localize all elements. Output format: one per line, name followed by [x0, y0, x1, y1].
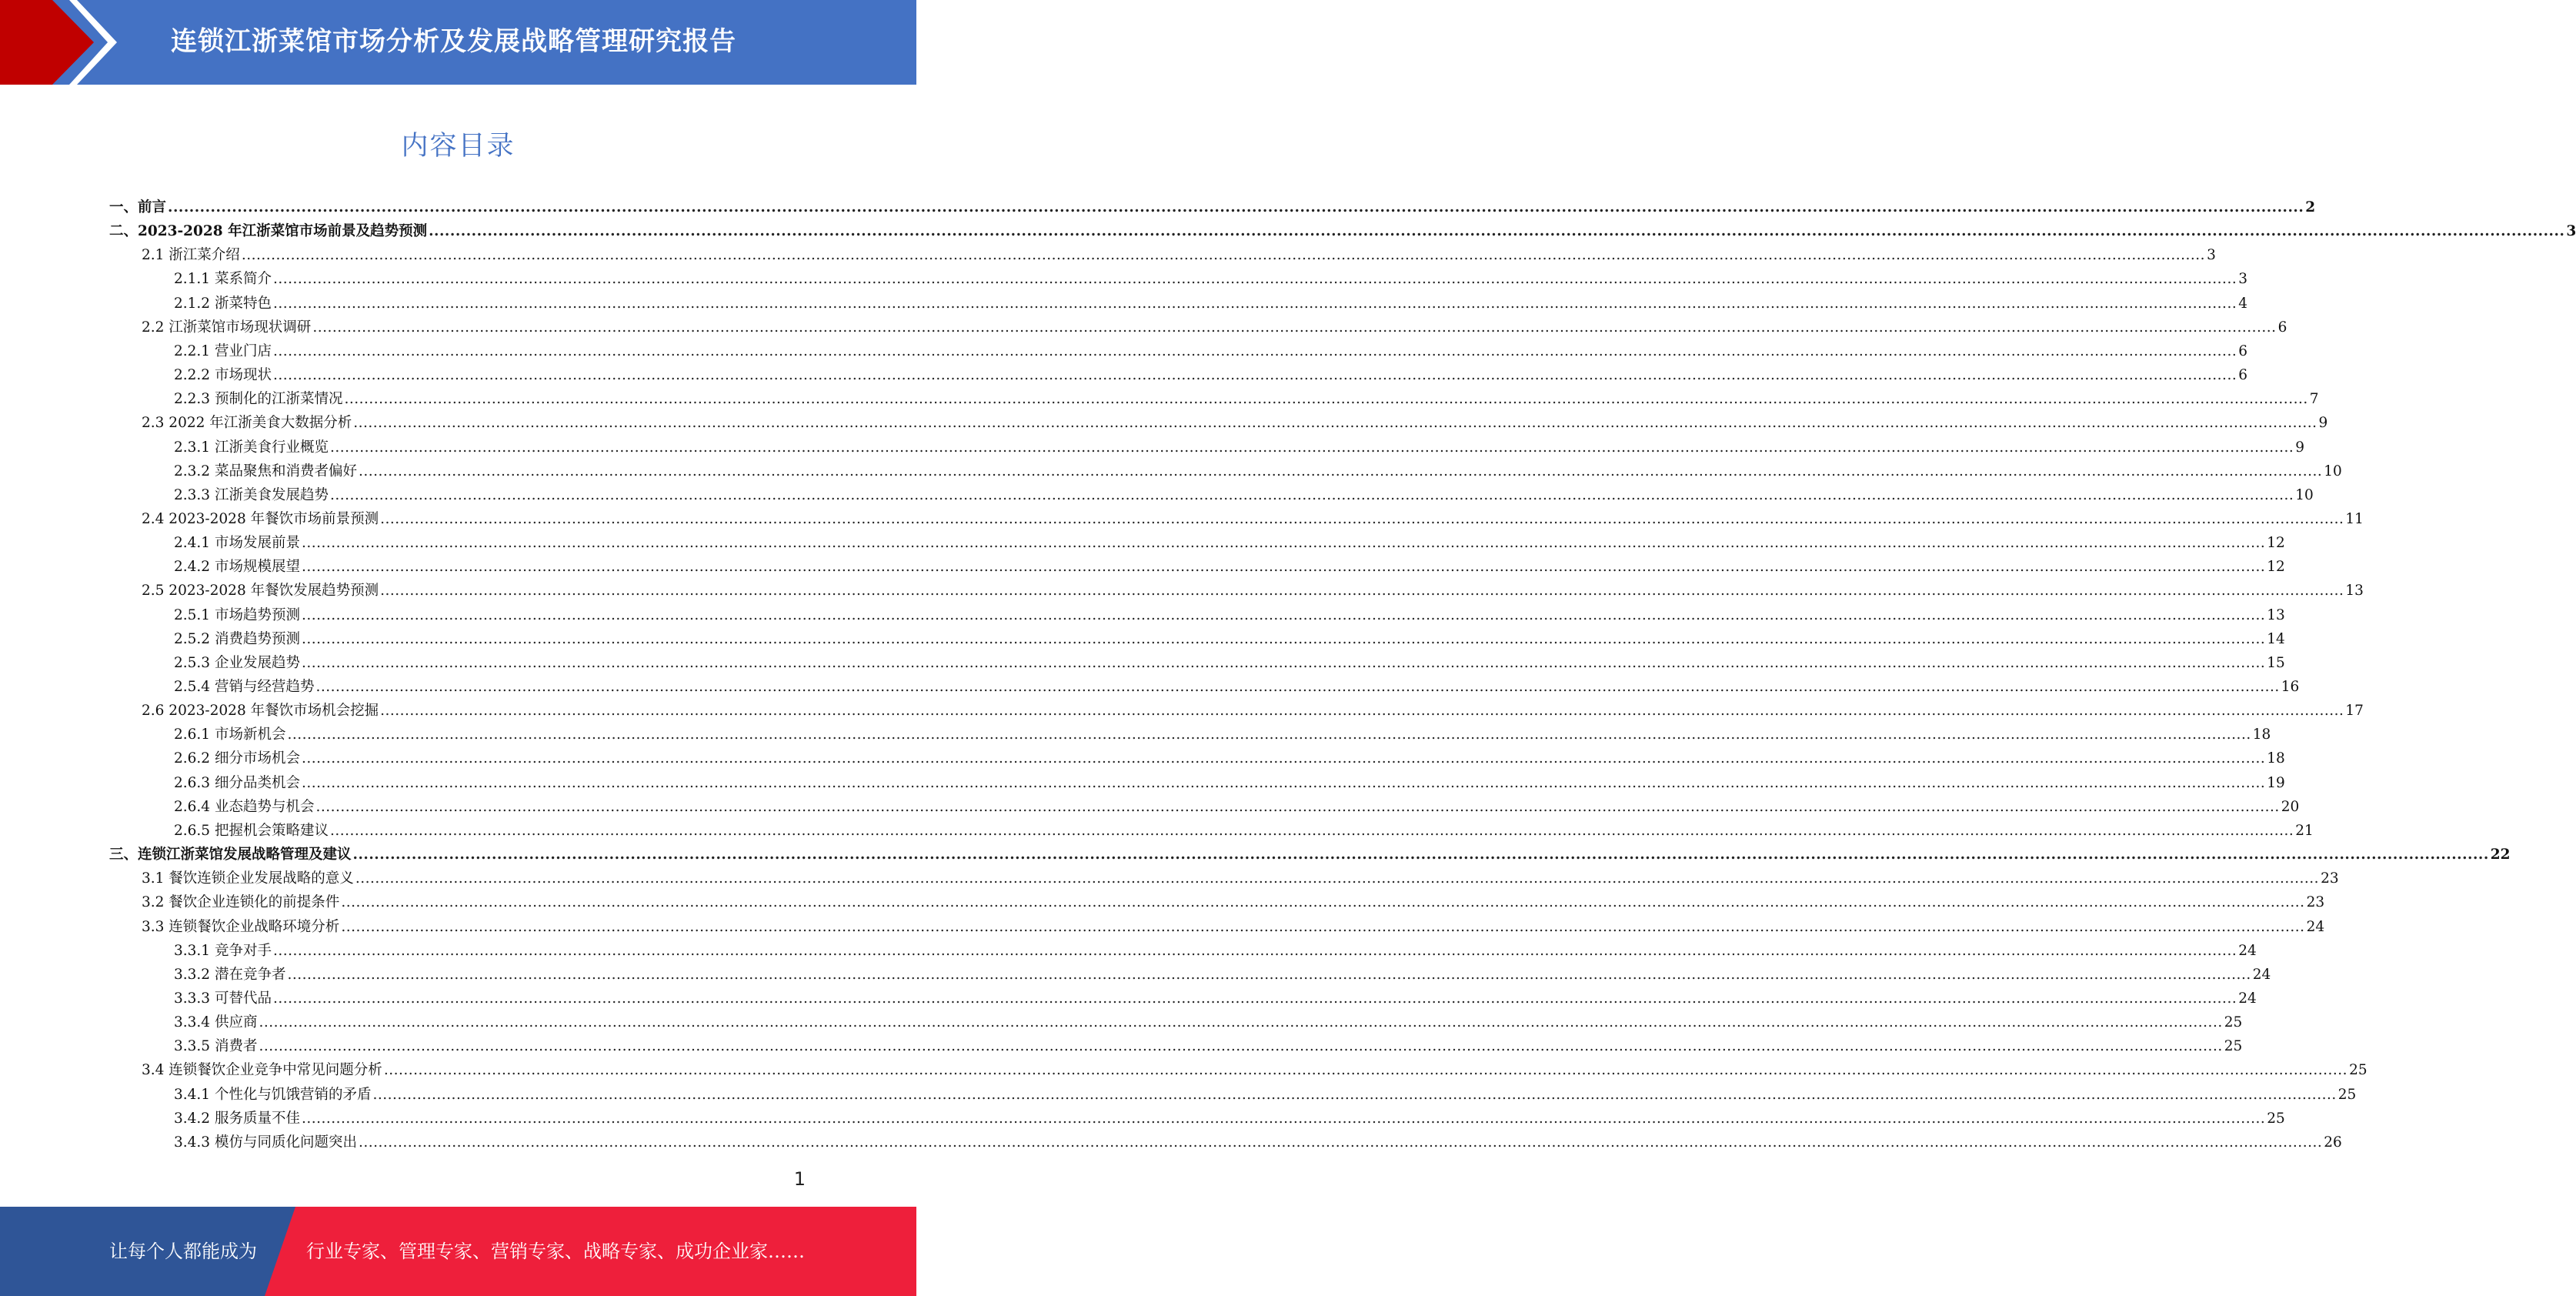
- toc-entry-page: 12: [2267, 535, 2285, 552]
- toc-entry[interactable]: [142, 410, 2328, 432]
- toc-leader-dots: ................................................................................................................................................................................................................................................................................................................................................................................................................: [272, 271, 2237, 288]
- toc-entry-page: 7: [2309, 391, 2319, 408]
- toc-leader-dots: ................................................................................................................................................................................................................................................................................................................................................................................................................: [315, 679, 2280, 695]
- toc-entry[interactable]: [174, 483, 2314, 504]
- toc-leader-dots: ................................................................................................................................................................................................................................................................................................................................................................................................................: [312, 319, 2277, 336]
- toc-entry-page: 4: [2238, 295, 2247, 312]
- toc-entry-label: 3.3.3 可替代品: [174, 990, 272, 1007]
- toc-entry-label: 2.5.3 企业发展趋势: [174, 654, 300, 671]
- report-title: 连锁江浙菜馆市场分析及发展战略管理研究报告: [171, 26, 736, 57]
- toc-entry-label: 2.1.1 菜系简介: [174, 271, 272, 288]
- toc-entry[interactable]: [174, 266, 2247, 288]
- toc-entry-page: 11: [2345, 510, 2364, 527]
- toc-entry-page: 12: [2267, 559, 2285, 576]
- toc-entry[interactable]: [174, 435, 2304, 456]
- toc-entry[interactable]: [142, 914, 2325, 936]
- toc-entry-label: 3.1 餐饮连锁企业发展战略的意义: [142, 870, 354, 887]
- toc-entry-label: 2.5.2 消费趋势预测: [174, 630, 300, 647]
- toc-leader-dots: ................................................................................................................................................................................................................................................................................................................................................................................................................: [315, 798, 2280, 815]
- toc-leader-dots: ................................................................................................................................................................................................................................................................................................................................................................................................................: [287, 726, 2251, 743]
- toc-entry-page: 17: [2345, 703, 2364, 720]
- toc-entry-label: 2.4.1 市场发展前景: [174, 535, 300, 552]
- toc-entry-page: 23: [2306, 894, 2325, 911]
- toc-entry[interactable]: [174, 938, 2257, 960]
- toc-entry[interactable]: [109, 219, 2576, 240]
- toc-entry-label: 2.1.2 浙菜特色: [174, 295, 272, 312]
- toc-leader-dots: ................................................................................................................................................................................................................................................................................................................................................................................................................: [301, 606, 2266, 623]
- toc-entry-label: 2.6.1 市场新机会: [174, 726, 286, 743]
- toc-entry-page: 10: [2324, 463, 2342, 479]
- toc-entry[interactable]: [174, 1130, 2342, 1151]
- toc-entry[interactable]: [142, 506, 2364, 528]
- toc-entry-label: 3.3.4 供应商: [174, 1014, 258, 1031]
- toc-leader-dots: ................................................................................................................................................................................................................................................................................................................................................................................................................: [259, 1014, 2223, 1031]
- toc-entry-label: 2.3 2022 年江浙美食大数据分析: [142, 415, 352, 432]
- toc-leader-dots: ................................................................................................................................................................................................................................................................................................................................................................................................................: [358, 1134, 2323, 1151]
- toc-entry-page: 25: [2224, 1038, 2243, 1055]
- toc-leader-dots: ................................................................................................................................................................................................................................................................................................................................................................................................................: [358, 463, 2323, 479]
- toc-entry-label: 3.4.1 个性化与饥饿营销的矛盾: [174, 1086, 372, 1103]
- toc-entry[interactable]: [174, 770, 2285, 792]
- toc-leader-dots: ................................................................................................................................................................................................................................................................................................................................................................................................................: [329, 439, 2294, 456]
- toc-entry-page: 24: [2238, 942, 2257, 959]
- toc-leader-dots: ................................................................................................................................................................................................................................................................................................................................................................................................................: [352, 847, 2489, 863]
- toc-entry[interactable]: [142, 242, 2216, 264]
- toc-entry-page: 13: [2267, 606, 2285, 623]
- toc-leader-dots: ................................................................................................................................................................................................................................................................................................................................................................................................................: [341, 918, 2305, 935]
- toc-entry-label: 二、2023-2028 年江浙菜馆市场前景及趋势预测: [109, 223, 428, 240]
- toc-entry[interactable]: [174, 818, 2314, 840]
- toc-entry[interactable]: [174, 674, 2300, 696]
- toc-entry[interactable]: [174, 386, 2319, 408]
- toc-entry-label: 3.3.5 消费者: [174, 1038, 258, 1055]
- toc-entry-label: 2.6.3 细分品类机会: [174, 774, 300, 791]
- toc-entry[interactable]: [174, 722, 2271, 743]
- toc-entry-page: 15: [2267, 654, 2285, 671]
- toc-entry[interactable]: [142, 1057, 2367, 1079]
- toc-entry-page: 9: [2318, 415, 2328, 432]
- toc-leader-dots: ................................................................................................................................................................................................................................................................................................................................................................................................................: [429, 223, 2565, 240]
- toc-entry-page: 6: [2277, 319, 2287, 336]
- toc-entry-label: 三、连锁江浙菜馆发展战略管理及建议: [109, 847, 352, 863]
- toc-entry-label: 2.5.1 市场趋势预测: [174, 606, 300, 623]
- toc-leader-dots: ................................................................................................................................................................................................................................................................................................................................................................................................................: [383, 1062, 2348, 1079]
- toc-entry[interactable]: [174, 626, 2285, 648]
- toc-entry-label: 3.4.3 模仿与同质化问题突出: [174, 1134, 357, 1151]
- toc-entry[interactable]: [174, 962, 2271, 984]
- toc-entry-label: 2.1 浙江菜介绍: [142, 247, 240, 264]
- footer-banner: [0, 1207, 916, 1296]
- toc-entry[interactable]: [174, 650, 2285, 672]
- toc-leader-dots: ................................................................................................................................................................................................................................................................................................................................................................................................................: [301, 654, 2266, 671]
- toc-entry-page: 24: [2252, 966, 2271, 983]
- toc-entry-page: 18: [2252, 726, 2271, 743]
- toc-leader-dots: ................................................................................................................................................................................................................................................................................................................................................................................................................: [272, 990, 2237, 1007]
- toc-leader-dots: ................................................................................................................................................................................................................................................................................................................................................................................................................: [301, 774, 2266, 791]
- toc-leader-dots: ................................................................................................................................................................................................................................................................................................................................................................................................................: [272, 942, 2237, 959]
- footer-slogan-right: 行业专家、管理专家、营销专家、战略专家、成功企业家……: [306, 1241, 805, 1262]
- toc-entry-page: 20: [2281, 798, 2300, 815]
- toc-entry-page: 25: [2349, 1062, 2367, 1079]
- toc-entry[interactable]: [174, 1034, 2243, 1055]
- toc-entry-page: 3: [2566, 223, 2576, 240]
- toc-entry[interactable]: [174, 459, 2342, 480]
- toc-entry-label: 一、前言: [109, 199, 167, 215]
- toc-entry-label: 2.3.1 江浙美食行业概览: [174, 439, 329, 456]
- toc-entry-label: 2.4 2023-2028 年餐饮市场前景预测: [142, 510, 379, 527]
- toc-entry-page: 25: [2267, 1110, 2285, 1127]
- chevron-arrow-icon: [0, 0, 131, 85]
- toc-entry-label: 2.6.4 业态趋势与机会: [174, 798, 315, 815]
- toc-entry-label: 2.4.2 市场规模展望: [174, 559, 300, 576]
- toc-entry[interactable]: [142, 578, 2364, 600]
- toc-entry[interactable]: [109, 195, 2316, 216]
- toc-entry-page: 10: [2295, 486, 2314, 503]
- page-number: 1: [793, 1168, 806, 1190]
- toc-entry-page: 13: [2345, 583, 2364, 600]
- toc-entry-label: 2.2.2 市场现状: [174, 367, 272, 384]
- toc-entry[interactable]: [174, 530, 2285, 552]
- toc-entry-label: 2.2 江浙菜馆市场现状调研: [142, 319, 312, 336]
- toc-entry-label: 2.6 2023-2028 年餐饮市场机会挖掘: [142, 703, 379, 720]
- toc-entry-label: 2.3.2 菜品聚焦和消费者偏好: [174, 463, 357, 479]
- toc-leader-dots: ................................................................................................................................................................................................................................................................................................................................................................................................................: [301, 630, 2266, 647]
- toc-entry-page: 6: [2238, 342, 2247, 359]
- toc-heading: 内容目录: [401, 131, 516, 162]
- toc-entry[interactable]: [174, 603, 2285, 624]
- footer-slogan-left: 让每个人都能成为: [109, 1241, 257, 1262]
- toc-entry[interactable]: [109, 842, 2511, 863]
- toc-entry-label: 2.2.3 预制化的江浙菜情况: [174, 391, 343, 408]
- toc-entry[interactable]: [174, 1010, 2243, 1031]
- toc-entry-page: 25: [2337, 1086, 2357, 1103]
- toc-entry-label: 3.3.2 潜在竞争者: [174, 966, 286, 983]
- toc-entry-page: 23: [2321, 870, 2339, 887]
- toc-entry[interactable]: [174, 794, 2300, 816]
- toc-entry-page: 24: [2306, 918, 2325, 935]
- toc-entry-page: 3: [2238, 271, 2247, 288]
- toc-leader-dots: ................................................................................................................................................................................................................................................................................................................................................................................................................: [329, 822, 2294, 839]
- toc-entry-label: 2.6.2 细分市场机会: [174, 750, 300, 767]
- toc-leader-dots: ................................................................................................................................................................................................................................................................................................................................................................................................................: [380, 703, 2344, 720]
- toc-leader-dots: ................................................................................................................................................................................................................................................................................................................................................................................................................: [372, 1086, 2337, 1103]
- toc-leader-dots: ................................................................................................................................................................................................................................................................................................................................................................................................................: [272, 295, 2237, 312]
- toc-leader-dots: ................................................................................................................................................................................................................................................................................................................................................................................................................: [301, 1110, 2266, 1127]
- toc-entry[interactable]: [174, 1082, 2357, 1104]
- toc-leader-dots: ................................................................................................................................................................................................................................................................................................................................................................................................................: [287, 966, 2251, 983]
- header-banner: [0, 0, 916, 85]
- toc-entry-label: 3.4 连锁餐饮企业竞争中常见问题分析: [142, 1062, 382, 1079]
- toc-entry-page: 19: [2267, 774, 2285, 791]
- toc-entry-page: 26: [2324, 1134, 2342, 1151]
- toc-entry-page: 3: [2207, 247, 2216, 264]
- toc-leader-dots: ................................................................................................................................................................................................................................................................................................................................................................................................................: [272, 367, 2237, 384]
- toc-leader-dots: ................................................................................................................................................................................................................................................................................................................................................................................................................: [353, 415, 2317, 432]
- toc-leader-dots: ................................................................................................................................................................................................................................................................................................................................................................................................................: [341, 894, 2305, 911]
- toc-entry[interactable]: [174, 291, 2247, 312]
- toc-entry-label: 3.4.2 服务质量不佳: [174, 1110, 300, 1127]
- toc-entry-label: 2.2.1 营业门店: [174, 342, 272, 359]
- toc-entry-page: 16: [2281, 679, 2300, 695]
- toc-entry-page: 2: [2305, 199, 2316, 215]
- toc-entry[interactable]: [142, 315, 2287, 336]
- toc-leader-dots: ................................................................................................................................................................................................................................................................................................................................................................................................................: [272, 342, 2237, 359]
- toc-leader-dots: ................................................................................................................................................................................................................................................................................................................................................................................................................: [344, 391, 2308, 408]
- toc-entry-label: 3.3 连锁餐饮企业战略环境分析: [142, 918, 340, 935]
- toc-entry-label: 2.6.5 把握机会策略建议: [174, 822, 329, 839]
- toc-leader-dots: ................................................................................................................................................................................................................................................................................................................................................................................................................: [168, 199, 2304, 215]
- toc-entry[interactable]: [142, 698, 2364, 720]
- toc-entry[interactable]: [174, 746, 2285, 767]
- toc-entry-label: 3.3.1 竞争对手: [174, 942, 272, 959]
- toc-leader-dots: ................................................................................................................................................................................................................................................................................................................................................................................................................: [301, 750, 2266, 767]
- toc-entry-page: 22: [2490, 847, 2511, 863]
- toc-entry[interactable]: [174, 362, 2247, 384]
- toc-entry-page: 6: [2238, 367, 2247, 384]
- toc-entry[interactable]: [174, 1106, 2285, 1127]
- toc-entry-label: 2.5 2023-2028 年餐饮发展趋势预测: [142, 583, 379, 600]
- toc-entry[interactable]: [142, 866, 2339, 887]
- toc-entry-page: 21: [2295, 822, 2314, 839]
- toc-leader-dots: ................................................................................................................................................................................................................................................................................................................................................................................................................: [380, 583, 2344, 600]
- toc-entry[interactable]: [174, 986, 2257, 1007]
- toc-entry-page: 9: [2295, 439, 2304, 456]
- toc-entry[interactable]: [174, 339, 2247, 360]
- toc-entry-page: 18: [2267, 750, 2285, 767]
- toc-entry-label: 2.3.3 江浙美食发展趋势: [174, 486, 329, 503]
- toc-entry-page: 24: [2238, 990, 2257, 1007]
- toc-entry[interactable]: [174, 554, 2285, 576]
- toc-entry-page: 14: [2267, 630, 2285, 647]
- toc-leader-dots: ................................................................................................................................................................................................................................................................................................................................................................................................................: [241, 247, 2206, 264]
- toc-leader-dots: ................................................................................................................................................................................................................................................................................................................................................................................................................: [329, 486, 2294, 503]
- toc-entry-label: 2.5.4 营销与经营趋势: [174, 679, 315, 695]
- toc-leader-dots: ................................................................................................................................................................................................................................................................................................................................................................................................................: [301, 559, 2266, 576]
- toc-entry[interactable]: [142, 890, 2325, 911]
- toc-leader-dots: ................................................................................................................................................................................................................................................................................................................................................................................................................: [259, 1038, 2223, 1055]
- toc-leader-dots: ................................................................................................................................................................................................................................................................................................................................................................................................................: [355, 870, 2320, 887]
- toc-leader-dots: ................................................................................................................................................................................................................................................................................................................................................................................................................: [301, 535, 2266, 552]
- toc-leader-dots: ................................................................................................................................................................................................................................................................................................................................................................................................................: [380, 510, 2344, 527]
- toc-entry-label: 3.2 餐饮企业连锁化的前提条件: [142, 894, 340, 911]
- toc-entry-page: 25: [2224, 1014, 2243, 1031]
